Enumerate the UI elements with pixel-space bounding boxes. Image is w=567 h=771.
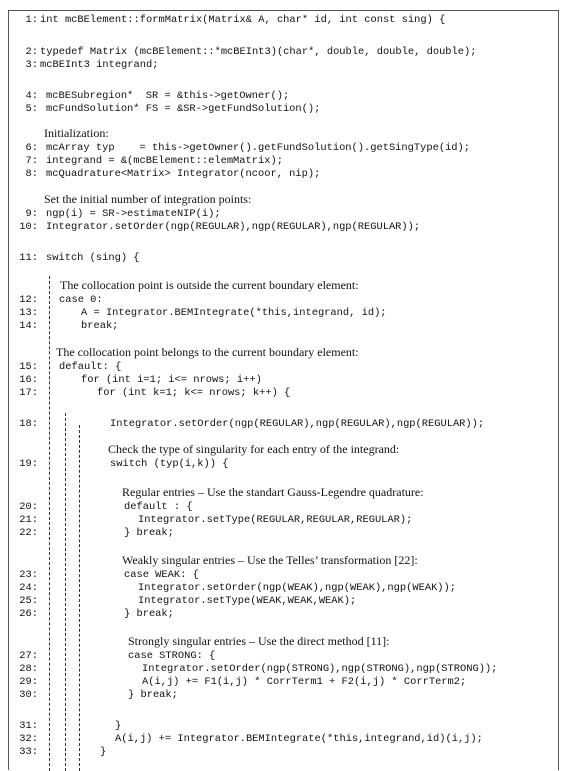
line-number: 30: [19, 689, 38, 701]
code-text: for (int k=1; k<= nrows; k++) { [97, 387, 291, 399]
line-number: 2: [25, 46, 38, 58]
comment-text: Strongly singular entries – Use the direct method [11]: [128, 634, 390, 648]
code-text: } break; [124, 608, 174, 620]
code-text: A(i,j) += F1(i,j) * CorrTerm1 + F2(i,j) * CorrTerm2; [142, 676, 467, 688]
line-number: 16: [19, 374, 38, 386]
line-number: 33: [19, 746, 38, 758]
comment-text: Check the type of singularity for each entry of the integrand: [108, 442, 400, 456]
code-text: default : { [124, 501, 193, 513]
code-text: Integrator.setOrder(ngp(REGULAR),ngp(REGULAR),ngp(REGULAR)); [110, 418, 485, 430]
code-text: Integrator.setOrder(ngp(WEAK),ngp(WEAK),ngp(WEAK)); [138, 582, 457, 594]
line-number: 10: [19, 221, 38, 233]
line-number: 6: [25, 142, 38, 154]
line-number: 20: [19, 501, 38, 513]
code-text: for (int i=1; i<= nrows; i++) [81, 374, 262, 386]
code-text: mcQuadrature<Matrix> Integrator(ncoor, nip); [46, 168, 321, 180]
line-number: 7: [25, 155, 38, 167]
code-text: int mcBElement::formMatrix(Matrix& A, char* id, int const sing) { [40, 14, 446, 26]
code-text: case WEAK: { [124, 569, 199, 581]
comment-text: The collocation point is outside the current boundary element: [60, 278, 359, 292]
code-text: mcBEInt3 integrand; [40, 59, 159, 71]
code-text: mcArray typ = this->getOwner().getFundSolution().getSingType(id); [46, 142, 471, 154]
code-text: A = Integrator.BEMIntegrate(*this,integrand, id); [81, 307, 387, 319]
comment-text: Initialization: [44, 126, 109, 140]
line-number: 5: [25, 103, 38, 115]
line-number: 15: [19, 361, 38, 373]
code-text: integrand = &(mcBElement::elemMatrix); [46, 155, 283, 167]
code-text: Integrator.setType(REGULAR,REGULAR,REGULAR); [138, 514, 413, 526]
comment-text: Weakly singular entries – Use the Telles’ transformation [22]: [122, 553, 418, 567]
code-text: mcFundSolution* FS = &SR->getFundSolution(); [46, 103, 321, 115]
line-number: 17: [19, 387, 38, 399]
line-number: 26: [19, 608, 38, 620]
line-number: 4: [25, 90, 38, 102]
code-text: Integrator.setOrder(ngp(STRONG),ngp(STRONG),ngp(STRONG)); [142, 663, 498, 675]
line-number: 31: [19, 720, 38, 732]
code-text: Integrator.setOrder(ngp(REGULAR),ngp(REGULAR),ngp(REGULAR)); [46, 221, 421, 233]
line-number: 21: [19, 514, 38, 526]
line-number: 32: [19, 733, 38, 745]
code-text: typedef Matrix (mcBElement::*mcBEInt3)(char*, double, double, double); [40, 46, 477, 58]
line-number: 14: [19, 320, 38, 332]
code-text: Integrator.setType(WEAK,WEAK,WEAK); [138, 595, 357, 607]
line-number: 23: [19, 569, 38, 581]
code-text: mcBESubregion* SR = &this->getOwner(); [46, 90, 290, 102]
line-number: 3: [25, 59, 38, 71]
code-text: switch (typ(i,k)) { [110, 458, 229, 470]
line-number: 22: [19, 527, 38, 539]
indent-guide-default [65, 413, 66, 771]
line-number: 28: [19, 663, 38, 675]
line-number: 24: [19, 582, 38, 594]
line-number: 13: [19, 307, 38, 319]
line-number: 18: [19, 418, 38, 430]
comment-text: The collocation point belongs to the current boundary element: [56, 345, 359, 359]
code-text: case STRONG: { [128, 650, 216, 662]
comment-text: Set the initial number of integration points: [44, 192, 252, 206]
line-number: 1: [25, 14, 38, 26]
line-number: 11: [19, 252, 38, 264]
line-number: 29: [19, 676, 38, 688]
code-text: switch (sing) { [46, 252, 140, 264]
code-text: } [100, 746, 107, 758]
code-text: case 0: [59, 294, 103, 306]
code-text: } break; [124, 527, 174, 539]
code-text: A(i,j) += Integrator.BEMIntegrate(*this,integrand,id)(i,j); [115, 733, 483, 745]
code-text: break; [81, 320, 119, 332]
code-text: } [115, 720, 122, 732]
line-number: 25: [19, 595, 38, 607]
code-listing-frame [8, 10, 559, 770]
comment-text: Regular entries – Use the standart Gauss-Legendre quadrature: [122, 485, 424, 499]
line-number: 9: [25, 208, 38, 220]
line-number: 12: [19, 294, 38, 306]
indent-guide-for [79, 425, 80, 771]
line-number: 19: [19, 458, 38, 470]
line-number: 8: [25, 168, 38, 180]
line-number: 27: [19, 650, 38, 662]
indent-guide-switch [49, 276, 50, 771]
code-text: default: { [59, 361, 122, 373]
code-text: ngp(i) = SR->estimateNIP(i); [46, 208, 221, 220]
code-text: } break; [128, 689, 178, 701]
